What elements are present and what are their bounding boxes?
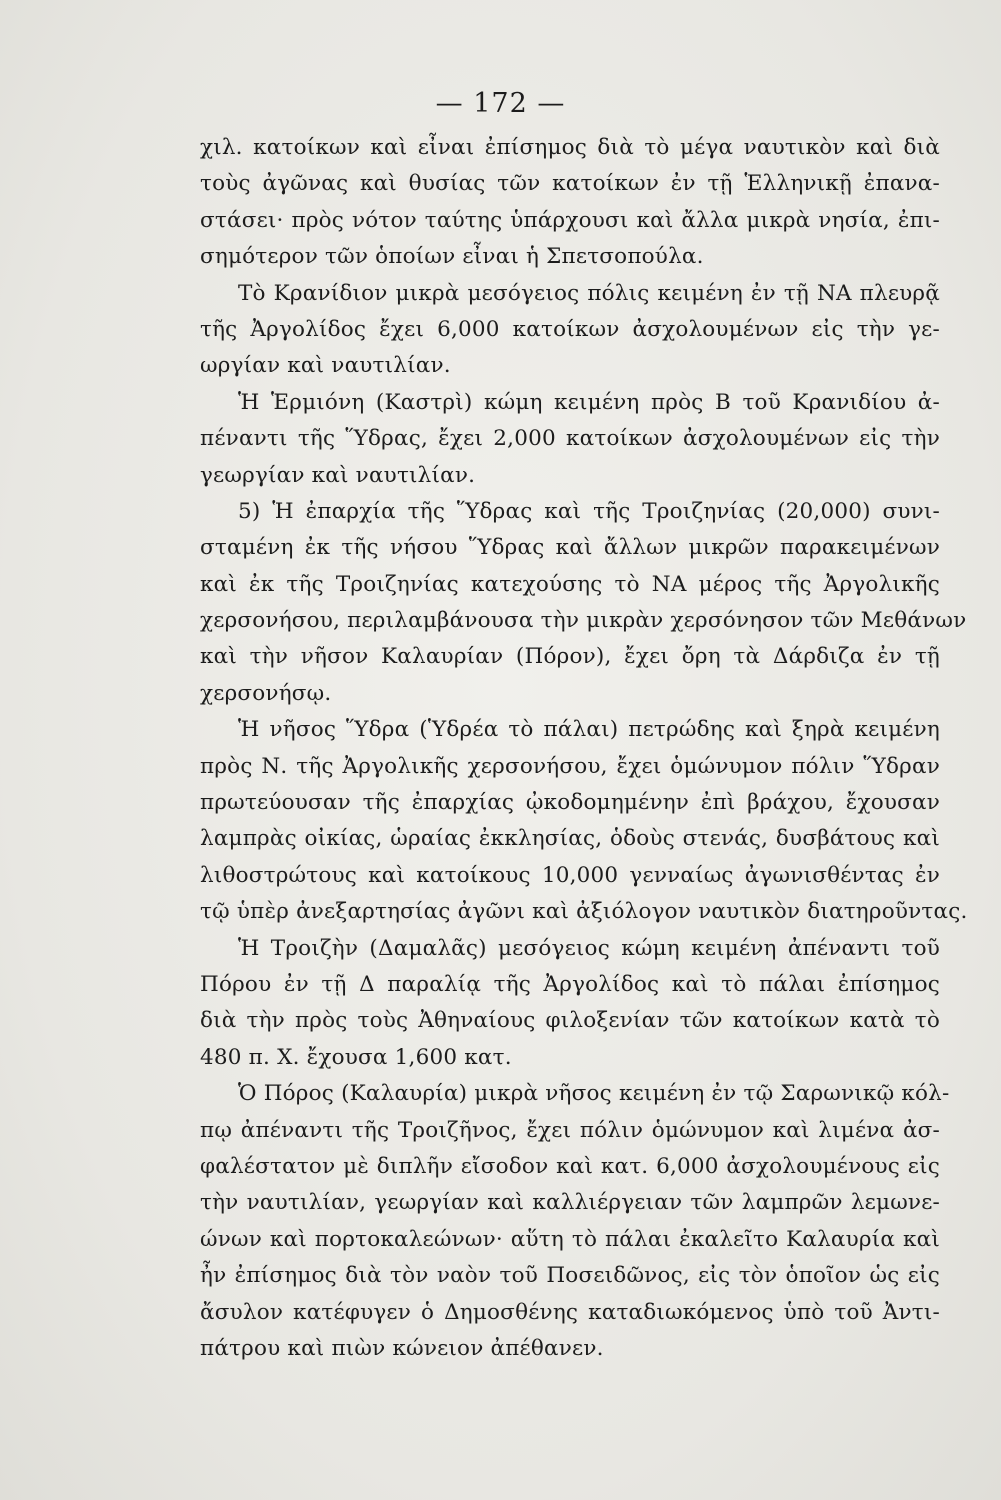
text-line: τοὺς ἀγῶνας καὶ θυσίας τῶν κατοίκων ἐν τῇ Ἑλληνικῇ ἐπανα- — [200, 171, 940, 197]
text-line: Τὸ Κρανίδιον μικρὰ μεσόγειος πόλις κειμένη ἐν τῇ ΝΑ πλευρᾷ — [238, 280, 940, 306]
text-line: 5) Ἡ ἐπαρχία τῆς Ὕδρας καὶ τῆς Τροιζηνίας (20,000) συνι- — [238, 498, 940, 524]
text-line: στάσει· πρὸς νότον ταύτης ὑπάρχουσι καὶ ἄλλα μικρὰ νησία, ἐπι- — [200, 207, 940, 233]
text-line: χιλ. κατοίκων καὶ εἶναι ἐπίσημος διὰ τὸ μέγα ναυτικὸν καὶ διὰ — [200, 135, 940, 160]
text-line: Ἡ νῆσος Ὕδρα (Ὑδρέα τὸ πάλαι) πετρώδης καὶ ξηρὰ κειμένη — [238, 717, 940, 743]
text-line: Ἡ Τροιζὴν (Δαμαλᾶς) μεσόγειος κώμη κειμένη ἀπέναντι τοῦ — [238, 935, 940, 961]
text-line: καὶ τὴν νῆσον Καλαυρίαν (Πόρον), ἔχει ὄρη τὰ Δάρδιζα ἐν τῇ — [200, 644, 940, 670]
text-line: πρὸς Ν. τῆς Ἀργολικῆς χερσονήσου, ἔχει ὁμώνυμον πόλιν Ὕδραν — [200, 753, 940, 779]
text-line: πρωτεύουσαν τῆς ἐπαρχίας ᾠκοδομημένην ἐπὶ βράχου, ἔχουσαν — [200, 790, 940, 816]
text-line: τῆς Ἀργολίδος ἔχει 6,000 κατοίκων ἀσχολουμένων εἰς τὴν γε- — [200, 316, 940, 342]
text-line: πέναντι τῆς Ὕδρας, ἔχει 2,000 κατοίκων ἀσχολουμένων εἰς τὴν — [200, 426, 940, 452]
text-line: σταμένη ἐκ τῆς νήσου Ὕδρας καὶ ἄλλων μικρῶν παρακειμένων — [200, 535, 940, 561]
text-line: ωργίαν καὶ ναυτιλίαν. — [200, 353, 451, 379]
text-line: χερσονήσου, περιλαμβάνουσα τὴν μικρὰν χερσόνησον τῶν Μεθάνων — [200, 608, 967, 634]
text-line: τῷ ὑπὲρ ἀνεξαρτησίας ἀγῶνι καὶ ἀξιόλογον ναυτικὸν διατηροῦντας. — [200, 899, 968, 925]
text-line: Πόρου ἐν τῇ Δ παραλίᾳ τῆς Ἀργολίδος καὶ τὸ πάλαι ἐπίσημος — [200, 971, 940, 997]
text-line: διὰ τὴν πρὸς τοὺς Ἀθηναίους φιλοξενίαν τῶν κατοίκων κατὰ τὸ — [200, 1008, 940, 1034]
text-line: λαμπρὰς οἰκίας, ὡραίας ἐκκλησίας, ὁδοὺς στενάς, δυσβάτους καὶ — [200, 826, 940, 852]
text-line: σημότερον τῶν ὁποίων εἶναι ἡ Σπετσοπούλα. — [200, 244, 704, 270]
text-line: πάτρου καὶ πιὼν κώνειον ἀπέθανεν. — [200, 1335, 604, 1361]
text-line: χερσονήσῳ. — [200, 680, 332, 706]
text-line: γεωργίαν καὶ ναυτιλίαν. — [200, 462, 476, 488]
text-line: καὶ ἐκ τῆς Τροιζηνίας κατεχούσης τὸ ΝΑ μέρος τῆς Ἀργολικῆς — [200, 571, 940, 597]
text-line: ἦν ἐπίσημος διὰ τὸν ναὸν τοῦ Ποσειδῶνος, εἰς τὸν ὁποῖον ὡς εἰς — [200, 1263, 940, 1289]
text-line: πῳ ἀπέναντι τῆς Τροιζῆνος, ἔχει πόλιν ὁμώνυμον καὶ λιμένα ἀσ- — [200, 1117, 940, 1143]
body-text — [200, 130, 968, 1367]
text-line: Ὁ Πόρος (Καλαυρία) μικρὰ νῆσος κειμένη ἐν τῷ Σαρωνικῷ κόλ- — [238, 1081, 950, 1107]
text-line: φαλέστατον μὲ διπλῆν εἴσοδον καὶ κατ. 6,000 ἀσχολουμένους εἰς — [200, 1153, 940, 1179]
text-line: λιθοστρώτους καὶ κατοίκους 10,000 γενναίως ἀγωνισθέντας ἐν — [200, 862, 940, 888]
page-number: — 172 — — [435, 88, 566, 119]
text-line: 480 π. Χ. ἔχουσα 1,600 κατ. — [200, 1044, 512, 1070]
text-line: Ἡ Ἑρμιόνη (Καστρὶ) κώμη κειμένη πρὸς Β τοῦ Κρανιδίου ἀ- — [238, 389, 940, 415]
text-line: ἄσυλον κατέφυγεν ὁ Δημοσθένης καταδιωκόμενος ὑπὸ τοῦ Ἀντι- — [200, 1299, 940, 1325]
text-line: τὴν ναυτιλίαν, γεωργίαν καὶ καλλιέργειαν τῶν λαμπρῶν λεμωνε- — [200, 1190, 940, 1216]
text-line: ώνων καὶ πορτοκαλεώνων· αὕτη τὸ πάλαι ἐκαλεῖτο Καλαυρία καὶ — [200, 1226, 940, 1252]
